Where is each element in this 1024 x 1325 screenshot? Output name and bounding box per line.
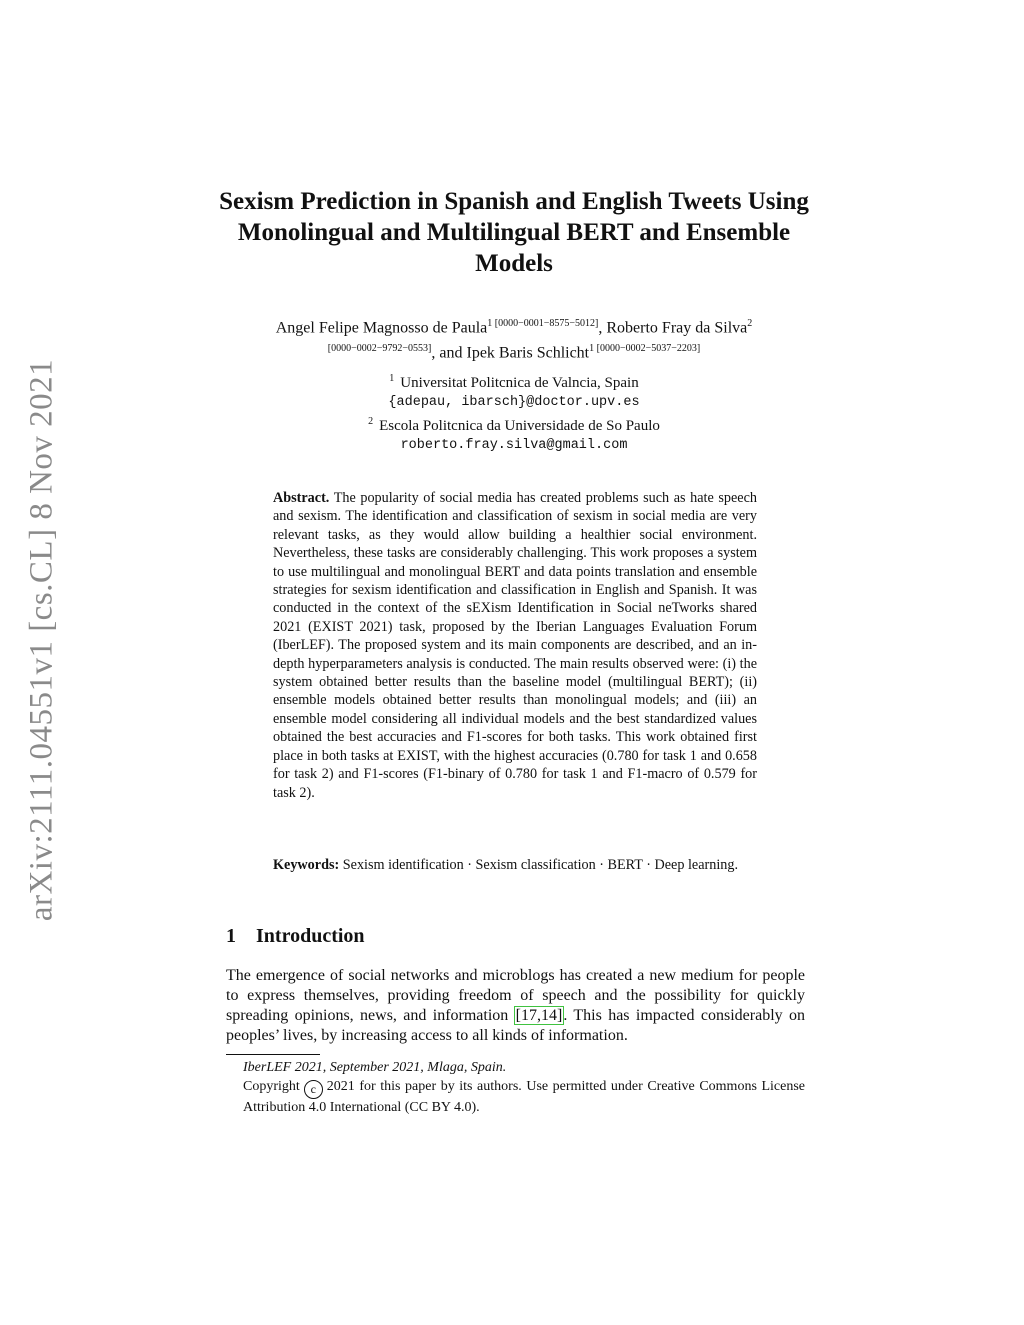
keywords-text: Sexism identification · Sexism classification · BERT · Deep learning.: [342, 857, 739, 873]
affiliation-name: Universitat Politcnica de Valncia, Spain: [400, 375, 639, 391]
copyright-icon: c: [304, 1080, 323, 1099]
footnote: [243, 1059, 805, 1117]
author-name: Roberto Fray da Silva: [606, 319, 748, 337]
author-orcid: 1 [0000−0001−8575−5012]: [487, 318, 599, 329]
footnote-venue: IberLEF 2021, September 2021, Mlaga, Spain.: [243, 1060, 507, 1075]
affiliation: [222, 369, 806, 393]
citation-link[interactable]: [17,14]: [515, 1007, 563, 1024]
affiliation-number: 1: [389, 373, 395, 384]
keywords-label: Keywords:: [273, 857, 340, 873]
intro-paragraph: [226, 966, 805, 1046]
arxiv-identifier: arXiv:2111.04551v1 [cs.CL] 8 Nov 2021: [23, 358, 60, 922]
author-name: Angel Felipe Magnosso de Paula: [275, 319, 488, 337]
author-separator: , and: [431, 344, 467, 362]
section-heading: [226, 925, 806, 948]
abstract: [273, 489, 757, 802]
paper-title: Sexism Prediction in Spanish and English Tweets Using Monolingual and Multilingual BERT and Ensemble Models: [219, 188, 809, 277]
affiliations: [222, 369, 806, 455]
section-title: Introduction: [256, 925, 365, 947]
affiliation-number: 2: [368, 416, 374, 427]
abstract-label: Abstract.: [273, 490, 330, 506]
intro-text: . This has impacted considerably on peoples’ lives, by increasing access to all kinds of information.: [226, 1007, 806, 1044]
footnote-copyright: [243, 1078, 805, 1118]
copyright-label: Copyright: [243, 1078, 300, 1094]
affiliation-name: Escola Politcnica da Universidade de So Paulo: [379, 418, 660, 434]
footnote-rule: [226, 1054, 320, 1055]
abstract-text: The popularity of social media has created problems such as hate speech and sexism. The identification and classification of sexism in social media are very relevant tasks, as they would allow building a healthier social environment. Nevertheless, these tasks are considerably challenging. This work proposes a system to use multilingual and monolingual BERT and data points translation and ensemble strategies for sexism identification and classification in English and Spanish. It was conducted in the context of the sEXism Identification in Social neTworks shared 2021 (EXIST 2021) task, proposed by the Iberian Languages Evaluation Forum (IberLEF). The proposed system and its main components are described, and an in-depth hyperparameters analysis is conducted. The main results observed were: (i) the system obtained better results than the baseline model (multilingual BERT); (ii) ensemble models obtained better results than monolingual models; and (iii) an ensemble model considering all individual models and the best standardized values obtained the best accuracies and F1-scores for both tasks. This work obtained first place in both tasks at EXIST, with the highest accuracies (0.780 for task 1 and 0.658 for task 2) and F1-scores (F1-binary of 0.780 for task 1 and F1-macro of 0.579 for task 2).: [273, 490, 757, 801]
author-separator: ,: [598, 319, 607, 337]
keywords: [273, 856, 757, 874]
intro-text: The emergence of social networks and microblogs has created a new medium for people to express themselves, providing freedom of speech and the possibility for quickly spreading opinions, news, and information: [226, 967, 805, 1024]
author-orcid: 2 [0000−0002−9792−0553]: [327, 318, 753, 355]
author-orcid: 1 [0000−0002−5037−2203]: [589, 343, 701, 355]
section-number: 1: [226, 925, 236, 947]
author-list: [222, 313, 806, 364]
affiliation-email[interactable]: roberto.fray.silva@gmail.com: [400, 438, 628, 453]
affiliation-email[interactable]: {adepau, ibarsch}@doctor.upv.es: [388, 395, 640, 410]
copyright-text: 2021 for this paper by its authors. Use permitted under Creative Commons License Attribution 4.0 International (CC BY 4.0).: [243, 1078, 805, 1115]
affiliation: [222, 412, 806, 436]
author-name: Ipek Baris Schlicht: [466, 344, 590, 362]
